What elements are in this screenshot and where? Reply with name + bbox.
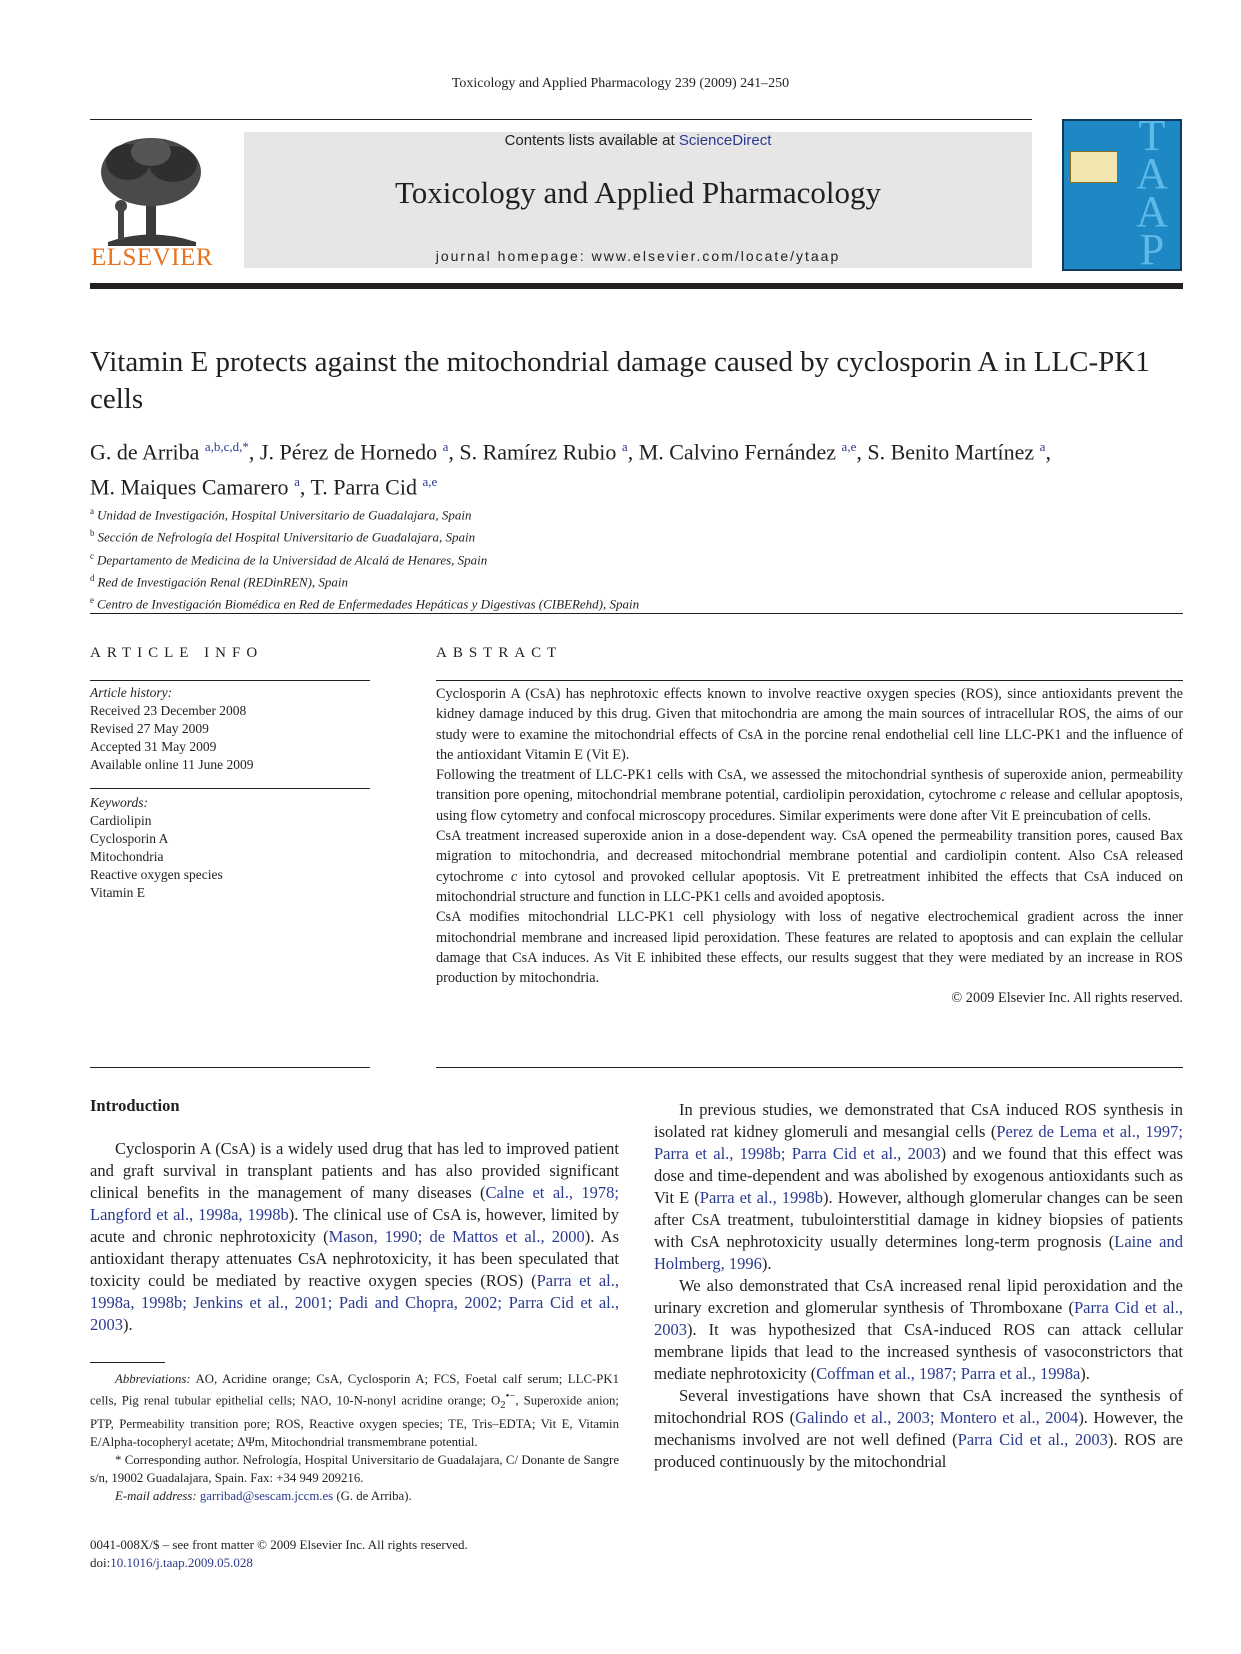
journal-name: Toxicology and Applied Pharmacology bbox=[395, 175, 881, 210]
body-paragraph: In previous studies, we demonstrated that CsA induced ROS synthesis in isolated rat kidney glomeruli and mesangial cells (Perez de Lema et al., 1997; Parra et al., 1998b; Parra Cid et al., 2003) and we found that this effect was dose and time-dependent and was abolished by exogenous antioxidants such as Vit E (Parra et al., 1998b). However, although glomerular changes can be seen after CsA treatment, tubulointerstitial damage in kidney biopsies of patients with CsA nephrotoxicity usually determines long-term prognosis (Laine and Holmberg, 1996). bbox=[654, 1100, 1184, 1273]
doi-line: doi:10.1016/j.taap.2009.05.028 bbox=[90, 1555, 253, 1570]
history-item: Revised 27 May 2009 bbox=[90, 721, 209, 736]
author-list: G. de Arriba $^{a,b,c,d,*}$, J. Pérez de Hornedo $^a$, S. Ramírez Rubio $^a$, M. Calvino Fernández $^{a,e}$, S. Benito Martínez $^a$, M. Maiques Camarero $^a$, T. Parra Cid $^{a,e}$ bbox=[90, 439, 1051, 500]
affiliation-item: $^e$ Centro de Investigación Biomédica en Red de Enfermedades Hepáticas y Digestivas (CIBERehd), Spain bbox=[90, 595, 640, 612]
article-title: Vitamin E protects against the mitochondrial damage caused by cyclosporin A in LLC-PK1 cells bbox=[90, 346, 1150, 415]
issn-line: 0041-008X/$ – see front matter © 2009 Elsevier Inc. All rights reserved. bbox=[90, 1537, 468, 1552]
abstract-paragraph: Following the treatment of LLC-PK1 cells with CsA, we assessed the mitochondrial synthesis of superoxide anion, permeability transition pore opening, mitochondrial membrane potential, cardiolipin peroxidation, cytochrome c release and cellular apoptosis, using flow cytometry and confocal microscopy procedures. Similar experiments were done after Vit E preincubation of cells. bbox=[436, 767, 1183, 824]
body-paragraph: Several investigations have shown that CsA increased the synthesis of mitochondrial ROS (Galindo et al., 2003; Montero et al., 2004). However, the mechanisms involved are not well defined (Parra Cid et al., 2003). ROS are produced continuously by the mitochondrial bbox=[654, 1386, 1184, 1471]
elsevier-wordmark: ELSEVIER bbox=[90, 244, 214, 271]
affiliation-item: $^b$ Sección de Nefrología del Hospital Universitario de Guadalajara, Spain bbox=[90, 528, 476, 545]
email-footnote: E-mail address: garribad@sescam.jccm.es (G. de Arriba). bbox=[115, 1488, 412, 1503]
author-affil-mark[interactable]: a,b,c,d, bbox=[204, 439, 243, 454]
author-name[interactable]: M. Maiques Camarero bbox=[90, 474, 289, 500]
footnote-rule bbox=[90, 1362, 165, 1363]
affiliation-item: $^a$ Unidad de Investigación, Hospital Universitario de Guadalajara, Spain bbox=[90, 506, 472, 523]
abstract-paragraph: CsA treatment increased superoxide anion in a dose-dependent way. CsA opened the permeability transition pores, caused Bax migration to mitochondria, and decreased mitochondrial membrane potential and cardiolipin content. Also CsA released cytochrome c into cytosol and provoked cellular apoptosis. Vit E pretreatment inhibited the effects that CsA induced on mitochondrial structure and function in LLC-PK1 cells and avoided apoptosis. bbox=[436, 828, 1184, 905]
article-history bbox=[90, 684, 253, 774]
author-affil-mark[interactable]: a bbox=[294, 474, 300, 490]
author-affil-mark[interactable]: a bbox=[1039, 439, 1046, 454]
citation-link[interactable]: Galindo et al., 2003; Montero et al., 2004 bbox=[795, 1408, 1079, 1427]
sciencedirect-link[interactable]: ScienceDirect bbox=[678, 132, 772, 149]
keywords-label: Keywords: bbox=[90, 795, 148, 810]
info-rule bbox=[90, 788, 370, 789]
abstract-copyright: © 2009 Elsevier Inc. All rights reserved. bbox=[951, 990, 1183, 1007]
history-item: Accepted 31 May 2009 bbox=[90, 739, 217, 754]
abstract-paragraph: CsA modifies mitochondrial LLC-PK1 cell physiology with loss of negative electrochemical gradient across the inner mitochondrial membrane and increased lipid peroxidation. These features are related to apoptosis and can explain the cellular damage that CsA induces. As Vit E inhibited these effects, our results suggest that they were mediated by an increase in ROS production by mitochondria. bbox=[436, 909, 1183, 987]
corresponding-footnote: * Corresponding author. Nefrología, Hospital Universitario de Guadalajara, C/ Donante de Sangre s/n, 19002 Guadalajara, Spain. Fax: +34 949 209216. bbox=[90, 1452, 619, 1485]
citation-link[interactable]: Parra Cid et al., 2003 bbox=[654, 1298, 1183, 1339]
contents-prefix: Contents lists available at bbox=[504, 132, 679, 149]
author-name[interactable]: J. Pérez de Hornedo bbox=[259, 439, 438, 465]
keyword-item: Reactive oxygen species bbox=[90, 867, 223, 882]
author-affil-mark[interactable]: a,e bbox=[841, 439, 857, 454]
affiliation-item: $^c$ Departamento de Medicina de la Universidad de Alcalá de Henares, Spain bbox=[90, 550, 488, 567]
running-head: Toxicology and Applied Pharmacology 239 (2009) 241–250 bbox=[451, 76, 790, 91]
keyword-item: Mitochondria bbox=[90, 849, 164, 864]
citation-link[interactable]: Laine and Holmberg, 1996 bbox=[654, 1232, 1184, 1273]
keywords bbox=[90, 794, 223, 902]
right-column-body bbox=[654, 1099, 1183, 1473]
history-item: Available online 11 June 2009 bbox=[90, 757, 254, 772]
cover-label-box bbox=[1070, 151, 1118, 183]
history-item: Received 23 December 2008 bbox=[90, 703, 247, 718]
author-affil-mark[interactable]: a,e bbox=[422, 474, 438, 490]
citation-link[interactable]: Perez de Lema et al., 1997; Parra et al., 1998b; Parra Cid et al., 2003 bbox=[654, 1122, 1183, 1163]
citation-link[interactable]: Coffman et al., 1987; Parra et al., 1998a bbox=[816, 1364, 1081, 1383]
affiliations bbox=[90, 502, 639, 614]
front-matter-footer bbox=[90, 1536, 468, 1572]
body-paragraph: We also demonstrated that CsA increased renal lipid peroxidation and the urinary excretion and glomerular synthesis of Thromboxane (Parra Cid et al., 2003). It was hypothesized that CsA-induced ROS can attack cellular membrane lipids that lead to the increased synthesis of vasoconstrictors that mediate nephrotoxicity (Coffman et al., 1987; Parra et al., 1998a). bbox=[654, 1276, 1183, 1383]
history-label: Article history: bbox=[90, 685, 173, 700]
header-thick-rule bbox=[90, 283, 1183, 289]
author-name[interactable]: S. Benito Martínez bbox=[867, 439, 1035, 465]
citation-link[interactable]: Parra et al., 1998a, 1998b; Jenkins et al., 2001; Padi and Chopra, 2002; Parra Cid et al., 2003 bbox=[90, 1271, 619, 1334]
author-affil-mark[interactable]: a bbox=[621, 439, 628, 454]
author-name[interactable]: S. Ramírez Rubio bbox=[459, 439, 617, 465]
cover-letters: TAAP bbox=[1136, 119, 1168, 271]
abbreviations-footnote: Abbreviations: AO, Acridine orange; CsA, Cyclosporin A; FCS, Foetal calf serum; LLC-PK1 cells, Pig renal tubular epithelial cells; NAO, 10-N-nonyl acridine orange; $O_2^{•-}$, Superoxide anion; PTP, Permeability transition pore; ROS, Reactive oxygen species; TE, Tris–EDTA; Vit E, Vitamin E/Alpha-tocopheryl acetate; ΔΨm, Mitochondrial transmembrane potential. bbox=[90, 1372, 619, 1449]
section-rule bbox=[90, 613, 1183, 614]
keyword-item: Cardiolipin bbox=[90, 813, 152, 828]
author-name[interactable]: G. de Arriba bbox=[90, 439, 200, 465]
contents-line bbox=[244, 132, 1032, 149]
author-affil-mark[interactable]: a bbox=[442, 439, 449, 454]
journal-homepage[interactable]: journal homepage: www.elsevier.com/locate/ytaap bbox=[435, 248, 841, 264]
footnotes bbox=[90, 1370, 619, 1505]
citation-link[interactable]: Mason, 1990; de Mattos et al., 2000 bbox=[328, 1227, 585, 1246]
introduction-section bbox=[90, 1095, 619, 1336]
author-name[interactable]: T. Parra Cid bbox=[310, 474, 417, 500]
body-paragraph: Cyclosporin A (CsA) is a widely used drug that has led to improved patient and graft survival in transplant patients and has also provided significant clinical benefits in the management of many diseases (Calne et al., 1978; Langford et al., 1998a, 1998b). The clinical use of CsA is, however, limited by acute and chronic nephrotoxicity (Mason, 1990; de Mattos et al., 2000). As antioxidant therapy attenuates CsA nephrotoxicity, it has been speculated that toxicity could be mediated by reactive oxygen species (ROS) (Parra et al., 1998a, 1998b; Jenkins et al., 2001; Padi and Chopra, 2002; Parra Cid et al., 2003). bbox=[90, 1139, 620, 1334]
abstract-rule bbox=[436, 680, 1183, 681]
article-info-heading: ARTICLE INFO bbox=[90, 645, 264, 661]
abstract-body bbox=[436, 684, 1183, 1009]
abstract-paragraph: Cyclosporin A (CsA) has nephrotoxic effects known to involve reactive oxygen species (ROS), since antioxidants prevent the kidney damage induced by this drug. Given that mitochondria are among the main sources of intracellular ROS, the aims of our study were to examine the mitochondrial effects of CsA in the porcine renal endothelial cell line LLC-PK1 and the influence of the antioxidant Vitamin E (Vit E). bbox=[436, 686, 1183, 763]
abstract-rule bbox=[436, 1067, 1183, 1068]
top-rule bbox=[90, 119, 1032, 120]
keyword-item: Vitamin E bbox=[90, 885, 146, 900]
abstract-heading: ABSTRACT bbox=[436, 645, 563, 661]
corresponding-star[interactable]: * bbox=[242, 439, 249, 454]
keyword-item: Cyclosporin A bbox=[90, 831, 169, 846]
info-rule bbox=[90, 680, 370, 681]
doi-link[interactable]: 10.1016/j.taap.2009.05.028 bbox=[110, 1555, 253, 1570]
email-link[interactable]: garribad@sescam.jccm.es bbox=[199, 1488, 334, 1503]
citation-link[interactable]: Parra et al., 1998b bbox=[699, 1188, 824, 1207]
journal-banner bbox=[244, 132, 1032, 268]
citation-link[interactable]: Calne et al., 1978; Langford et al., 1998a, 1998b bbox=[90, 1183, 619, 1224]
info-rule bbox=[90, 1067, 370, 1068]
journal-cover-image[interactable] bbox=[1062, 119, 1182, 271]
author-name[interactable]: M. Calvino Fernández bbox=[638, 439, 837, 465]
affiliation-item: $^d$ Red de Investigación Renal (REDinREN), Spain bbox=[90, 572, 349, 590]
citation-link[interactable]: Parra Cid et al., 2003 bbox=[957, 1430, 1108, 1449]
introduction-heading: Introduction bbox=[90, 1096, 180, 1115]
